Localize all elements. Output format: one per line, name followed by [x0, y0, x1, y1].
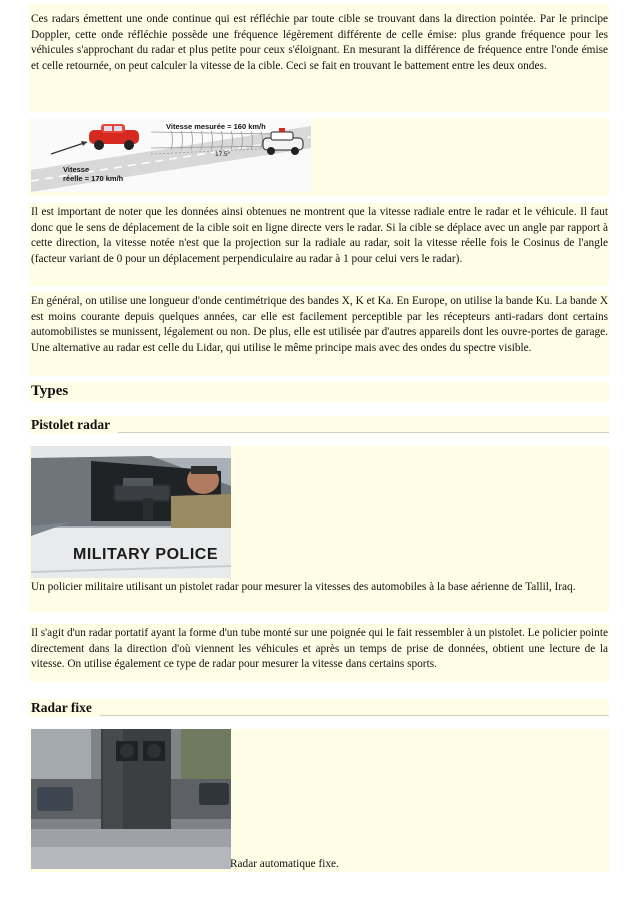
measured-speed-label: Vitesse mesurée = 160 km/h — [166, 122, 266, 131]
wavelength-paragraph: En général, on utilise une longueur d'onde centimétrique des bandes X, K et Ka. En Europe, on utilise la bande Ku. La bande X est moins courante depuis quelques années, car elle est facilement perceptible par les récepteurs anti-radars dont certains automobilistes se munissent, légalement ou non. De plus, elle est utilisée par d'autres appareils dont les ouvre-portes de garage. Une alternative au radar est celle du Lidar, qui utilise le même principe mais avec des ondes du spectre visible. — [31, 295, 608, 354]
fixed-radar-photo — [31, 729, 231, 869]
real-speed-label-line1: Vitesse — [63, 165, 90, 174]
pistol-radar-caption: Un policier militaire utilisant un pistolet radar pour mesurer la vitesses des automobiles à la base aérienne de Tallil, Iraq. — [31, 581, 576, 593]
red-car-icon — [89, 124, 139, 150]
angle-label: 17.5° — [215, 151, 231, 158]
intro-paragraph: Ces radars émettent une onde continue qui est réfléchie par toute cible se trouvant dans la direction pointée. Par le principe Doppler, cette onde réfléchie possède une fréquence légèrement différente de celle émise: plus grande fréquence pour les véhicules s'approchant du radar et plus petite pour ceux s'éloignant. En mesurant la différence de fréquence entre l'onde émise et celle retournée, on peut calculer la vitesse de la cible. Ceci se fait en trouvant le battement entre les deux ondes. — [31, 13, 608, 72]
fixed-radar-caption: Radar automatique fixe. — [230, 858, 339, 870]
military-police-text: MILITARY POLICE — [73, 546, 218, 563]
real-speed-label — [63, 165, 123, 183]
radial-speed-paragraph: Il est important de noter que les données ainsi obtenues ne montrent que la vitesse radiale entre le radar et le véhicule. Il faut donc que le sens de déplacement de la cible soit en ligne directe vers le radar. Si la cible se déplace avec un angle par rapport à cette direction, la vitesse notée n'est que la projection sur la radiale au radar, soit la vitesse réelle fois le Cosinus de l'angle (facteur variant de 0 pour un déplacement perpendiculaire au radar à 1 pour celui vers le radar). — [31, 206, 608, 265]
real-speed-label-line2: réelle = 170 km/h — [63, 174, 124, 183]
fixed-radar-image — [31, 729, 231, 869]
section-heading-types: Types — [31, 383, 69, 399]
heading-rule — [118, 432, 609, 433]
doppler-diagram — [31, 118, 311, 192]
subsection-heading-pistol-radar: Pistolet radar — [31, 417, 111, 432]
types-highlight — [29, 382, 609, 402]
heading-rule — [100, 715, 609, 716]
pistol-radar-paragraph: Il s'agit d'un radar portatif ayant la forme d'un tube monté sur une poignée qui le fait ressembler à un pistolet. Le policier pointe directement dans la direction d'où viennent les véhicules et après un temps de prise de données, obtient une lecture de la vitesse. On utilise également ce type de radar pour mesurer la vitesse dans certains sports. — [31, 627, 608, 670]
subsection-heading-fixed-radar: Radar fixe — [31, 700, 92, 715]
pistol-radar-photo — [31, 446, 231, 578]
